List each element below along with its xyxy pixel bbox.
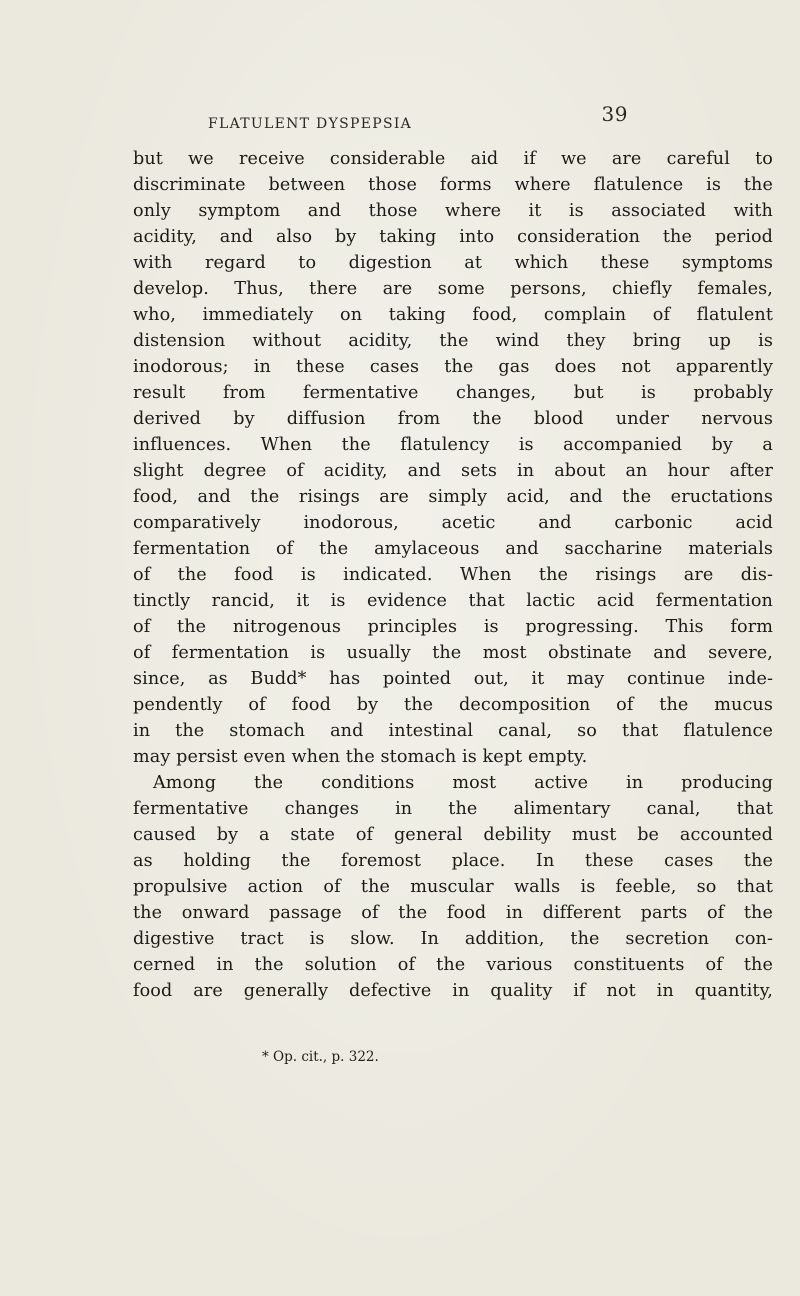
text-line: tinctly rancid, it is evidence that lactic acid fermentation [133, 591, 773, 611]
text-line: of fermentation is usually the most obstinate and severe, [133, 643, 773, 663]
page-header [208, 102, 628, 138]
text-line: derived by diffusion from the blood under nervous [133, 409, 773, 429]
text-line: fermentative changes in the alimentary canal, that [133, 799, 773, 819]
text-line: since, as Budd* has pointed out, it may continue inde- [133, 669, 773, 689]
text-line: distension without acidity, the wind they bring up is [133, 331, 773, 351]
text-line: who, immediately on taking food, complain of flatulent [133, 305, 773, 325]
text-line: may persist even when the stomach is kept empty. [133, 747, 588, 767]
text-line: slight degree of acidity, and sets in about an hour after [133, 461, 773, 481]
text-line: in the stomach and intestinal canal, so that flatulence [133, 721, 773, 741]
text-line: develop. Thus, there are some persons, chiefly females, [133, 279, 773, 299]
text-line: influences. When the flatulency is accompanied by a [133, 435, 773, 455]
text-line: of the food is indicated. When the risings are dis- [133, 565, 773, 585]
text-line: inodorous; in these cases the gas does not apparently [133, 357, 773, 377]
text-line: food, and the risings are simply acid, and the eructations [133, 487, 773, 507]
text-line: fermentation of the amylaceous and saccharine materials [133, 539, 773, 559]
text-line: of the nitrogenous principles is progressing. This form [133, 617, 773, 637]
body-text [133, 146, 773, 1004]
page-number: 39 [601, 102, 628, 126]
text-line: the onward passage of the food in different parts of the [133, 903, 773, 923]
text-line: food are generally defective in quality if not in quantity, [133, 981, 773, 1001]
text-line: only symptom and those where it is associated with [133, 201, 773, 221]
text-line: result from fermentative changes, but is probably [133, 383, 773, 403]
text-line: with regard to digestion at which these symptoms [133, 253, 773, 273]
text-line: pendently of food by the decomposition of the mucus [133, 695, 773, 715]
running-head: FLATULENT DYSPEPSIA [208, 116, 413, 132]
paragraph-start-line: Among the conditions most active in producing [153, 773, 773, 793]
footnote: * Op. cit., p. 322. [262, 1049, 379, 1065]
text-line: but we receive considerable aid if we are careful to [133, 149, 773, 169]
text-line: discriminate between those forms where flatulence is the [133, 175, 773, 195]
text-line: digestive tract is slow. In addition, the secretion con- [133, 929, 773, 949]
text-line: acidity, and also by taking into consideration the period [133, 227, 773, 247]
text-line: cerned in the solution of the various constituents of the [133, 955, 773, 975]
text-line: propulsive action of the muscular walls is feeble, so that [133, 877, 773, 897]
text-line: as holding the foremost place. In these cases the [133, 851, 773, 871]
text-line: comparatively inodorous, acetic and carbonic acid [133, 513, 773, 533]
text-line: caused by a state of general debility must be accounted [133, 825, 773, 845]
